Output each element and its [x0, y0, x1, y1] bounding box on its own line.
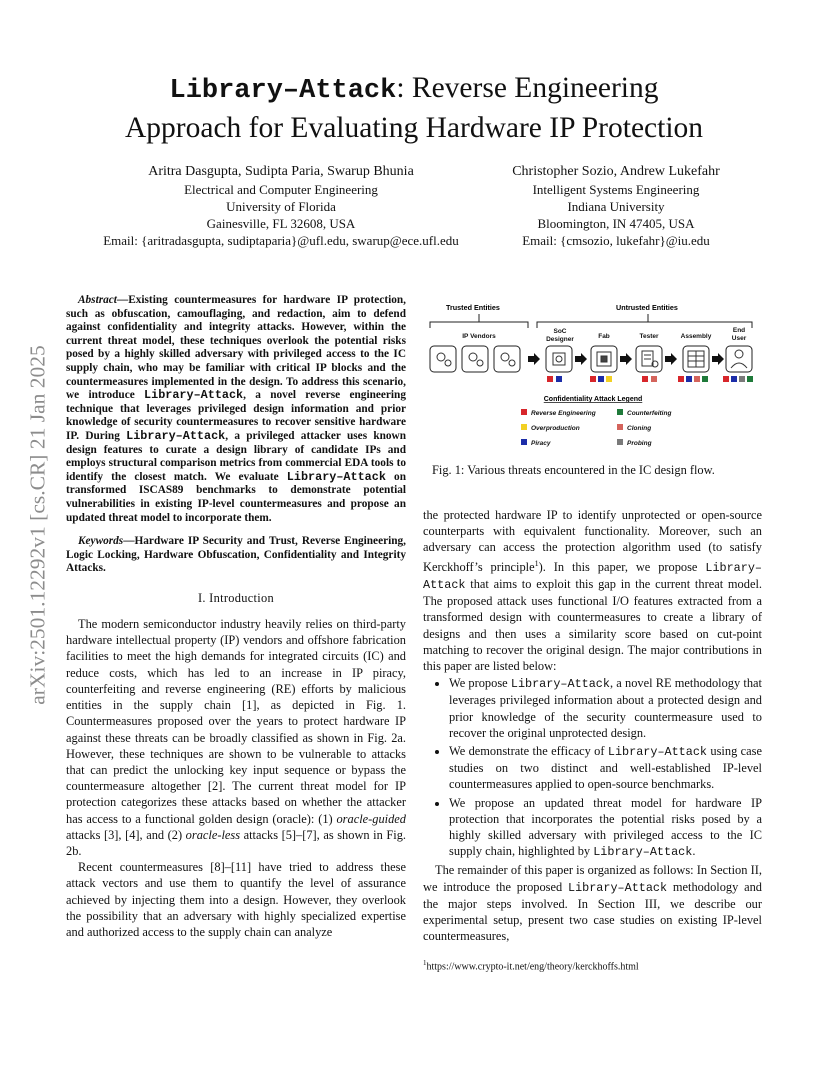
gear-icon — [462, 346, 488, 372]
body-text: ). In this paper, we propose — [538, 559, 706, 574]
abstract-text: , a novel reverse engineering technique that leverages privileged design information and prior knowledge of security countermeasures to recover sensitive hardware IP. During — [66, 389, 406, 442]
legend-item: Cloning — [627, 425, 652, 432]
abstract — [66, 294, 406, 525]
stage-label: End — [732, 327, 746, 334]
abstract-text: —Existing countermeasures for hardware IP protection, such as obfuscation, camouflaging, and redaction, aim to defend against confidentiality and integrity attacks. However, within the current threat model, these techniques overlook the potential risks posed by a highly skilled adversary with privileged access to the IC supply chain, who may be familiar with critical IP blocks and the countermeasures implemented in the design. To address this scenario, we introduce — [66, 294, 406, 402]
legend-item: Probing — [627, 440, 652, 447]
paper-title — [60, 70, 768, 147]
list-item: • We propose an updated threat model for hardware IP protection that incorporates the potential risks posed by a highly skilled adversary with privileged access to the IC supply chain, highlighted by Library–Attack. — [449, 795, 762, 861]
right-column — [423, 507, 762, 944]
untrusted-label: Untrusted Entities — [616, 303, 678, 312]
ip-vendor-bracket — [430, 322, 528, 328]
author-block-2 — [488, 163, 744, 249]
author-dept: Electrical and Computer Engineering — [184, 182, 378, 197]
trusted-label: Trusted Entities — [446, 303, 500, 312]
list-item: • We demonstrate the efficacy of Library–Attack using case studies on two distinct and well-established IP-level countermeasures applied to open-source benchmarks. — [449, 743, 762, 793]
intro-text: The modern semiconductor industry heavily relies on third-party hardware intellectual property (IP) vendors and offshore fabrication facilities to meet the high demands for integrated circuits (IC) and reduce costs, which has led to an increase in IP piracy, counterfeiting and reverse engineering (RE) efforts by malicious entities in the supply chain [1], as depicted in Fig. 1. Countermeasures proposed over the years to protect hardware IP against these threats can be broadly classified as shown in Fig. 2a. However, these techniques are shown to be vulnerable to attacks that can predict the unlocking key input sequence or bypass the countermeasure altogether [2]. The current threat model for IP protection categorizes these attacks based on whether the attacker has access to a functional golden design (oracle): (1) — [66, 617, 406, 826]
stage-label: User — [731, 335, 747, 342]
tool-name: Library–Attack — [607, 744, 708, 759]
intro-paragraph — [66, 616, 406, 859]
legend-item: Overproduction — [531, 425, 580, 432]
legend-title: Confidentiality Attack Legend — [543, 396, 643, 403]
footnote-ref: 1 — [534, 558, 539, 568]
legend-item: Counterfeiting — [627, 410, 672, 417]
contribution-list — [423, 675, 762, 860]
abstract-label: Abstract — [78, 294, 117, 306]
legend-item: Reverse Engineering — [531, 410, 596, 417]
legend-swatch — [617, 439, 623, 445]
untrusted-bracket — [537, 322, 752, 328]
abstract-tool-name: Library–Attack — [144, 388, 244, 403]
legend-swatch — [521, 409, 527, 415]
stage-label: Designer — [546, 336, 574, 343]
tool-name: Library–Attack — [567, 880, 668, 895]
gear-icon — [494, 346, 520, 372]
abstract-tool-name: Library–Attack — [126, 428, 226, 443]
keywords-label: Keywords — [78, 535, 124, 548]
stage-label: IP Vendors — [462, 333, 496, 340]
footnote-mark: 1 — [423, 959, 427, 967]
intro-italic: oracle-guided — [336, 811, 406, 826]
abstract-text: on transformed ISCAS89 benchmarks to demonstrate potential vulnerabilities in existing IP-level countermeasures and propose an updated threat model to incorporate them. — [66, 470, 406, 524]
figure-caption: Fig. 1: Various threats encountered in the IC design flow. — [432, 463, 715, 477]
author-city: Gainesville, FL 32608, USA — [206, 216, 356, 231]
intro-italic: oracle-less — [185, 827, 241, 842]
author-univ: Indiana University — [567, 199, 665, 214]
tool-name: Library–Attack — [593, 845, 693, 860]
stage-label: Assembly — [680, 333, 712, 340]
author-block-1 — [95, 163, 467, 249]
body-paragraph — [423, 862, 762, 944]
author-univ: University of Florida — [226, 199, 336, 214]
threat-diagram — [424, 298, 762, 458]
footnote-url: https://www.crypto-it.net/eng/theory/kerckhoffs.html — [426, 961, 639, 973]
abstract-text: , a privileged attacker uses known design features to curate a design library of candidate IPs and employs structural comparison metrics from commercial EDA tools to identify the closest match. We evaluate — [66, 429, 406, 483]
body-text: the protected hardware IP to identify unprotected or open-source counterparts with equivalent functionality. Moreover, such an adversary can access the protection algorithm used (to satisfy Kerckhoff’s principle — [423, 508, 762, 574]
author-dept: Intelligent Systems Engineering — [532, 182, 700, 197]
title-line2: Approach for Evaluating Hardware IP Protection — [124, 112, 704, 144]
body-text: The remainder of this paper is organized as follows: In Section II, we introduce the proposed — [423, 863, 762, 894]
legend-swatch — [617, 424, 623, 430]
stage-label: SoC — [553, 328, 567, 335]
legend-swatch — [521, 424, 527, 430]
arxiv-id: arXiv:2501.12292v1 [cs.CR] 21 Jan 2025 — [25, 345, 50, 705]
chip-gear-icon — [546, 346, 572, 372]
tool-name: Library–Attack — [423, 560, 762, 592]
body-text: methodology and the major steps involved. In Section III, we describe our experimental setup, present two case studies on existing IP-level countermeasures, — [423, 879, 762, 944]
keywords — [66, 535, 406, 576]
intro-text: attacks [5]–[7], as shown in Fig. 2b. — [66, 827, 406, 858]
legend-item: Piracy — [531, 440, 551, 447]
stage-label: Tester — [639, 333, 659, 340]
legend-swatch — [521, 439, 527, 445]
intro-paragraph: Recent countermeasures [8]–[11] have tried to address these attack vectors and use them to quantify the level of assurance achieved by injecting them into a design. However, they overlook the possibility that an adversary with highly specialized expertise and authorized access to the supply chain can analyze — [66, 860, 406, 939]
title-tool-name: Library–Attack — [169, 76, 397, 106]
intro-text: attacks [3], [4], and (2) — [66, 827, 186, 842]
author-email: Email: {cmsozio, lukefahr}@iu.edu — [522, 233, 710, 248]
keywords-text: —Hardware IP Security and Trust, Reverse Engineering, Logic Locking, Hardware Obfuscation, Confidentiality and Integrity Attacks. — [66, 535, 406, 575]
stage-label: Fab — [598, 333, 610, 340]
abstract-tool-name: Library–Attack — [286, 469, 386, 484]
author-names: Christopher Sozio, Andrew Lukefahr — [512, 164, 720, 179]
author-names: Aritra Dasgupta, Sudipta Paria, Swarup Bhunia — [148, 164, 414, 179]
gear-icon — [430, 346, 456, 372]
threat-markers — [547, 376, 753, 382]
section-heading: I. Introduction — [197, 590, 275, 605]
footnote — [423, 959, 763, 972]
title-line1: : Reverse Engineering — [396, 72, 659, 104]
author-email: Email: {aritradasgupta, sudiptaparia}@ufl.edu, swarup@ece.ufl.edu — [103, 233, 459, 248]
legend-swatch — [617, 409, 623, 415]
body-text: that aims to exploit this gap in the current threat model. The proposed attack uses functional I/O features extracted from a transformed design with countermeasures to create a library of designs and then uses a similarity score based on cut-point matching to recover the original design. The major contributions in this paper are listed below: — [423, 576, 762, 673]
tool-name: Library–Attack — [510, 677, 610, 692]
body-paragraph — [423, 507, 762, 674]
left-column — [66, 294, 406, 940]
author-city: Bloomington, IN 47405, USA — [537, 216, 695, 231]
arxiv-watermark — [22, 290, 54, 760]
figure-1 — [424, 298, 762, 458]
list-item: • We propose Library–Attack, a novel RE methodology that leverages privileged information about a protected design and prior knowledge of the security countermeasure used to recover the original unprotected design. — [449, 675, 762, 741]
